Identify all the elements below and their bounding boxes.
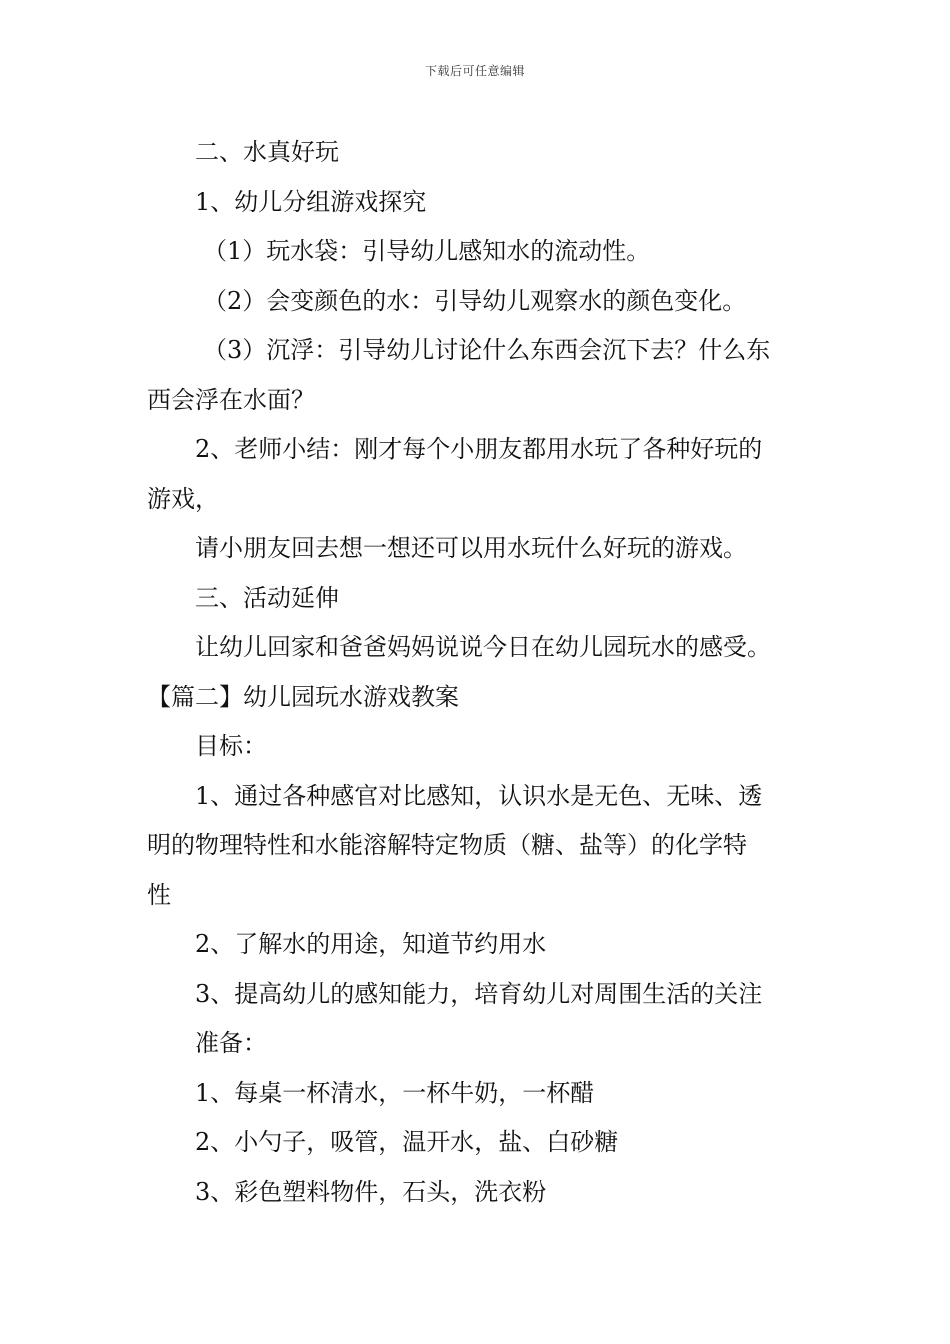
paragraph-line: 西会浮在水面？: [147, 385, 315, 414]
section-heading: 三、活动延伸: [195, 583, 339, 612]
paragraph-line: 性: [147, 880, 171, 909]
paragraph-line: （2）会变颜色的水：引导幼儿观察水的颜色变化。: [203, 286, 747, 315]
paragraph-line: 1、每桌一杯清水，一杯牛奶，一杯醋: [195, 1078, 595, 1107]
paragraph-line: 请小朋友回去想一想还可以用水玩什么好玩的游戏。: [195, 534, 747, 562]
paragraph-line: （1）玩水袋：引导幼儿感知水的流动性。: [203, 237, 651, 265]
paragraph-line: 3、彩色塑料物件，石头，洗衣粉: [195, 1177, 547, 1206]
paragraph-line: 2、了解水的用途，知道节约用水: [195, 930, 547, 958]
paragraph-line: 2、小勺子，吸管，温开水，盐、白砂糖: [195, 1128, 619, 1156]
paragraph-line: 游戏，: [147, 484, 219, 513]
section-heading: 二、水真好玩: [195, 138, 339, 166]
section-heading: 准备：: [195, 1029, 267, 1057]
paragraph-line: 3、提高幼儿的感知能力，培育幼儿对周围生活的关注: [195, 979, 763, 1008]
section-heading: 目标：: [195, 732, 267, 760]
chapter-title: 【篇二】幼儿园玩水游戏教案: [147, 682, 459, 711]
page-header: 下载后可任意编辑: [424, 64, 525, 78]
paragraph-line: 1、通过各种感官对比感知，认识水是无色、无味、透: [195, 781, 763, 810]
paragraph-line: 明的物理特性和水能溶解特定物质（糖、盐等）的化学特: [147, 831, 747, 859]
document-body: [147, 128, 827, 1217]
paragraph-line: 1、幼儿分组游戏探究: [195, 187, 427, 216]
paragraph-line: （3）沉浮：引导幼儿讨论什么东西会沉下去？什么东: [203, 336, 771, 364]
paragraph-line: 让幼儿回家和爸爸妈妈说说今日在幼儿园玩水的感受。: [195, 633, 771, 661]
paragraph-line: 2、老师小结：刚才每个小朋友都用水玩了各种好玩的: [195, 435, 763, 463]
